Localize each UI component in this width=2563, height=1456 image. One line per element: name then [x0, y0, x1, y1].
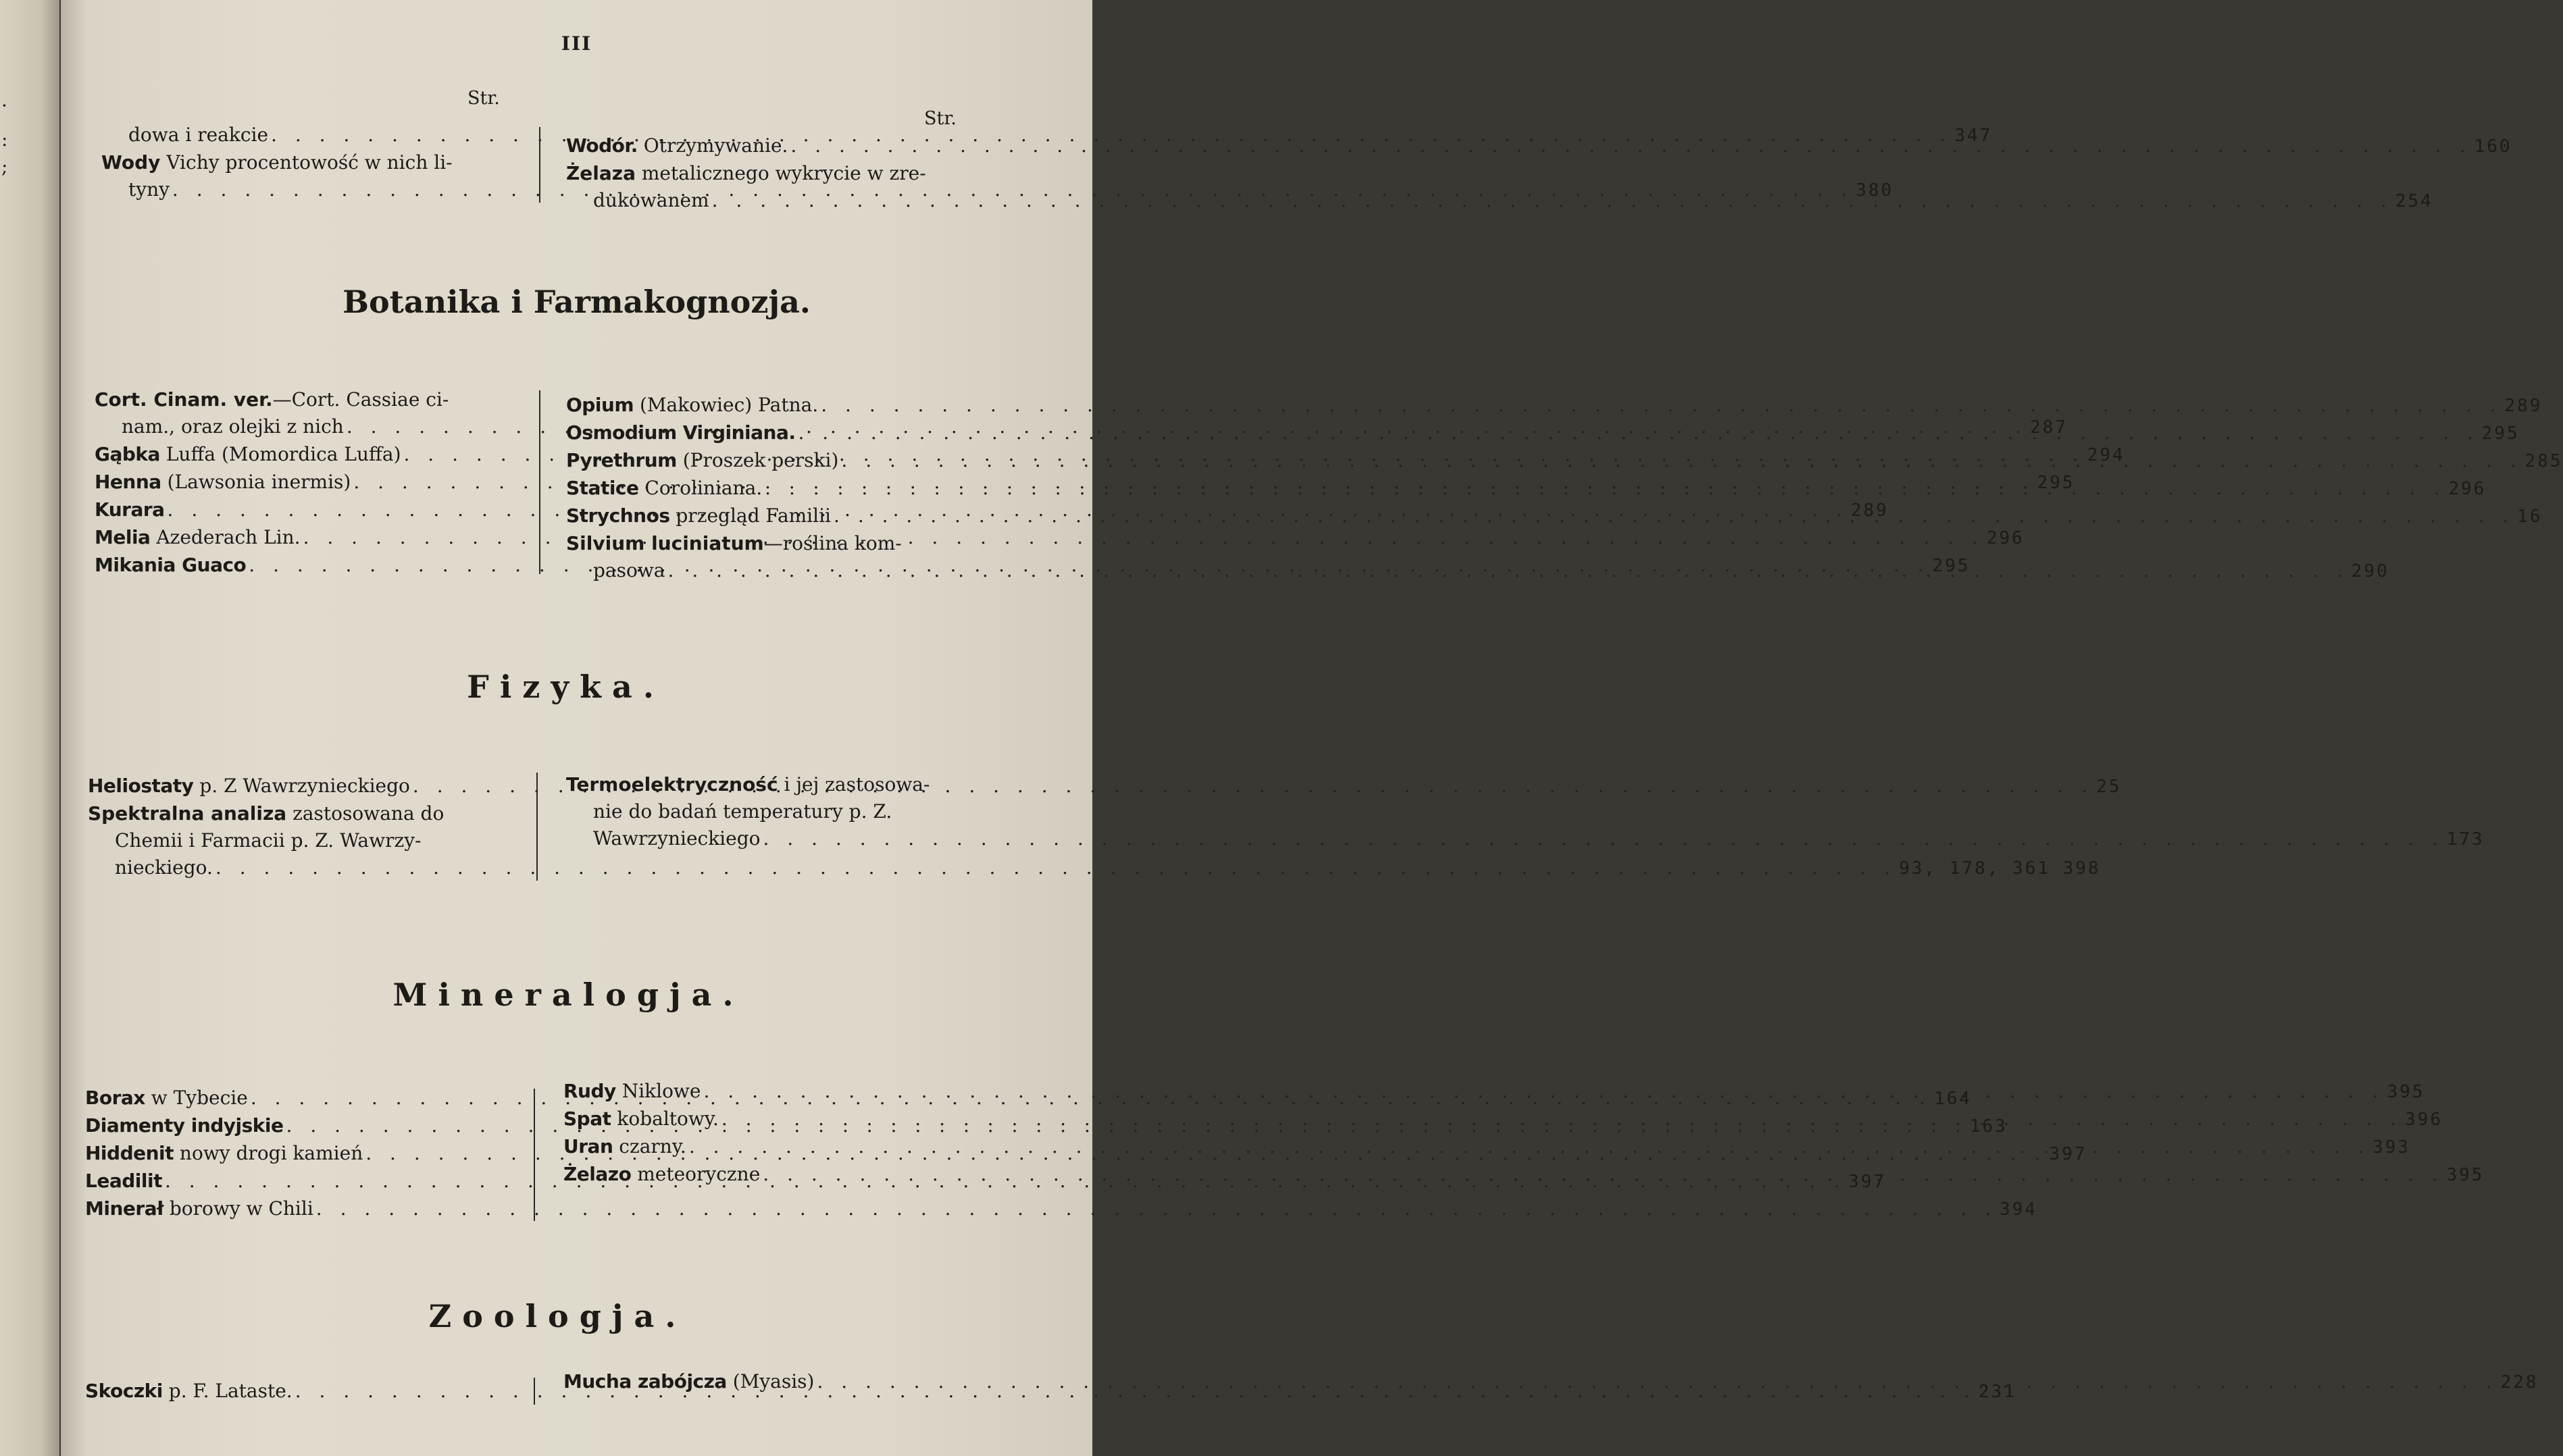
index-entry: Żelaza metalicznego wykrycie w zre- [566, 162, 926, 184]
column-rule [539, 127, 540, 203]
str-label-left: Str. [467, 88, 500, 109]
index-entry: dowa i reakcie . . . 347 [101, 122, 507, 149]
index-entry: Wodór. Otrzymywanie. . . . 160 [566, 132, 1025, 160]
index-entry: Chemii i Farmacii p. Z. Wawrzy- [115, 829, 422, 852]
index-entry: Rudy Niklowe . . . 395 [563, 1078, 1039, 1106]
index-entry: Leadilit . . . 397 [85, 1168, 504, 1195]
book-page [61, 0, 2563, 1456]
page-number: III [561, 32, 592, 55]
index-entry: Gąbka Luffa (Momordica Luffa) . . . 294 [95, 441, 507, 469]
index-entry: Uran czarny. . . . 393 [563, 1133, 1039, 1161]
section-heading-mineralogja: Mineralogja. [392, 977, 744, 1013]
index-entry: pasowa . . . 290 [566, 557, 1032, 585]
index-entry: Skoczki p. F. Lataste. . . . 231 [85, 1378, 504, 1405]
index-entry: Spat kobaltowy. . . . 396 [563, 1106, 1039, 1133]
index-entry: Kurara . . . 289 [95, 496, 507, 524]
index-entry: Diamenty indyjskie . . . 163 [85, 1112, 504, 1140]
index-entry: Minerał borowy w Chili . . . 394 [85, 1195, 504, 1223]
facing-page-mark: · [1, 95, 7, 117]
index-entry: Melia Azederach Lin. . . . 296 [95, 524, 507, 552]
index-entry: Osmodium Virginiana. . . . 295 [566, 419, 1032, 447]
index-entry: Hiddenit nowy drogi kamień . . . 397 [85, 1140, 504, 1168]
index-entry: Cort. Cinam. ver.—Cort. Cassiae ci- [95, 388, 449, 411]
index-entry: Henna (Lawsonia inermis) . . . 295 [95, 469, 507, 496]
index-entry: Opium (Makowiec) Patna. . . . 289 [566, 392, 1032, 419]
index-entry: Mucha zabójcza (Myasis) . . . 228 [563, 1368, 1039, 1396]
column-rule [539, 390, 540, 574]
index-entry: Żelazo meteoryczne . . . 395 [563, 1161, 1039, 1189]
index-entry: nam., oraz olejki z nich . . . 287 [95, 413, 507, 441]
index-entry: Statice Coroliniana. . . . 296 [566, 475, 1032, 502]
index-entry: tyny . . . 380 [101, 176, 507, 204]
section-heading-zoologja: Zoologja. [428, 1298, 687, 1334]
index-entry: Spektralna analiza zastosowana do [88, 802, 445, 825]
index-entry: Strychnos przegląd Familii . . . 16 [566, 502, 1032, 530]
column-rule [536, 773, 538, 881]
index-entry: Wawrzynieckiego . . . 173 [566, 825, 1039, 853]
str-label-right: Str. [924, 108, 957, 129]
column-rule [534, 1378, 535, 1405]
section-heading-fizyka: Fizyka. [467, 669, 665, 705]
index-entry: dukowanem . . . 254 [566, 187, 1025, 215]
index-entry: nieckiego. . . . 93, 178, 361 398 [88, 854, 507, 882]
index-entry: Mikania Guaco . . . 295 [95, 552, 507, 579]
index-entry: Pyrethrum (Proszek perski) . . . 285 [566, 447, 1032, 475]
index-entry: nie do badań temperatury p. Z. [593, 800, 892, 823]
facing-page-edge [0, 0, 59, 1456]
section-heading-botanika: Botanika i Farmakognozja. [342, 284, 811, 320]
index-entry: Silvium luciniatum—roślina kom- [566, 532, 902, 554]
index-entry: Termoelektryczność i jej zastosowa- [566, 773, 930, 796]
index-entry: Heliostaty p. Z Wawrzynieckiego . . . 25 [88, 773, 507, 800]
column-rule [534, 1089, 535, 1221]
facing-page-mark: : [1, 128, 8, 151]
zoologja-left-column [85, 1378, 2016, 1405]
index-entry: Borax w Tybecie . . . 164 [85, 1085, 504, 1112]
index-entry: Wody Vichy procentowość w nich li- [101, 151, 453, 174]
facing-page-mark: ; [1, 155, 8, 178]
